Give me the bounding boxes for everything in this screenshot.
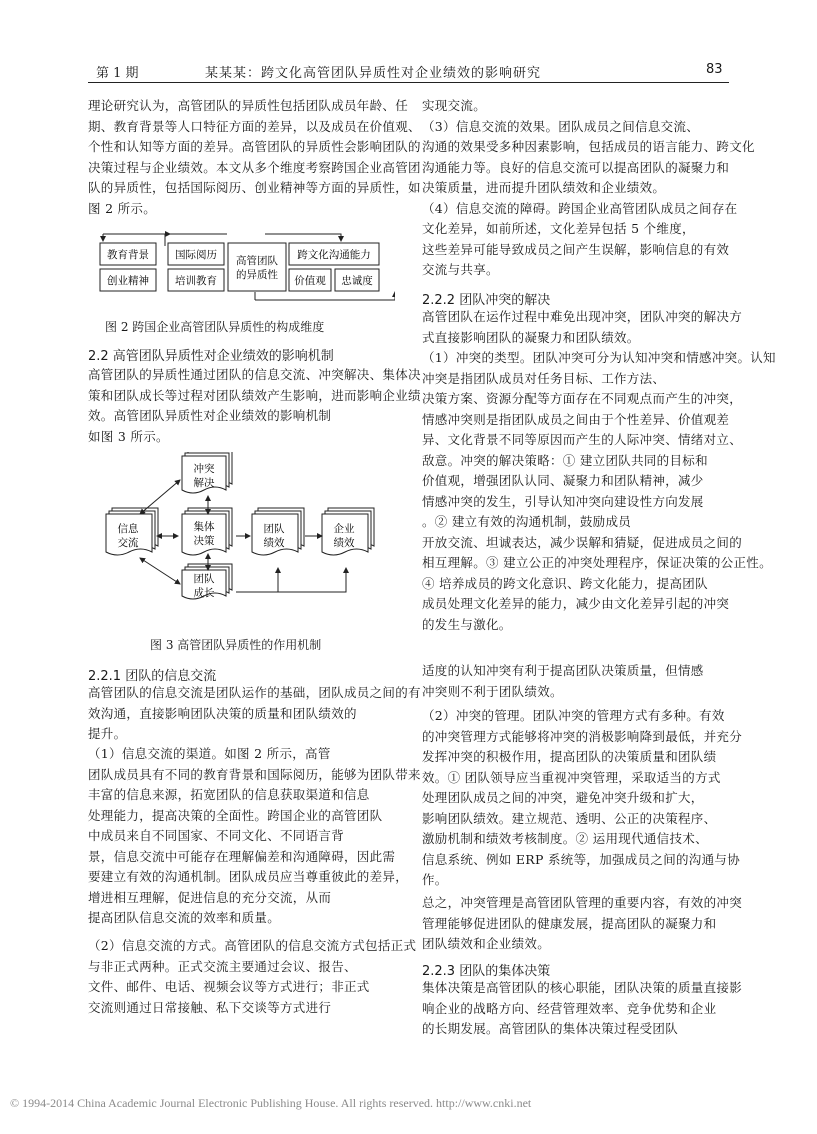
text-line: 影响团队绩效。建立规范、透明、公正的决策程序、 [422, 810, 717, 826]
fig2-box-loyalty: 忠诚度 [341, 275, 373, 287]
fig3-growth-l1: 团队 [193, 573, 215, 585]
fig2-box-values: 价值观 [294, 275, 326, 287]
text-line: 作。 [422, 872, 448, 887]
fig3-conflict-l2: 解决 [193, 477, 215, 489]
text-line: 情感冲突则是指团队成员之间由于个性差异、价值观差 [422, 411, 730, 427]
text-line: 如图 3 所示。 [88, 428, 169, 444]
text-line: 信息系统、例如 ERP 系统等，加强成员之间的沟通与协 [422, 851, 740, 867]
text-line: （1）冲突的类型。团队冲突可分为认知冲突和情感冲突。认知 [422, 350, 776, 365]
text-line: 理论研究认为，高管团队的异质性包括团队成员年龄、任 [88, 98, 409, 113]
copyright-footer: © 1994-2014 China Academic Journal Electronic Publishing House. All rights reserved. http://www.cnki.net [10, 1096, 532, 1110]
fig2-center-line2: 的异质性 [236, 269, 278, 281]
text-line: 处理团队成员之间的冲突，避免冲突升级和扩大， [422, 790, 704, 805]
text-line: 提升。 [88, 726, 127, 741]
text-line: 高管团队的异质性通过团队的信息交流、冲突解决、集体决 [88, 367, 421, 382]
text-line: 适度的认知冲突有利于提高团队决策质量，但情感 [422, 663, 704, 678]
text-line: 开放交流、坦诚表达，减少误解和猜疑，促进成员之间的 [422, 534, 743, 550]
fig3-firm-perf-l1: 企业 [333, 523, 355, 535]
section-2-2-3-title: 2.2.3 团队的集体决策 [422, 964, 551, 979]
text-line: ④ 培养成员的跨文化意识、跨文化能力，提高团队 [422, 575, 708, 591]
text-line: （2）冲突的管理。团队冲突的管理方式有多种。有效 [422, 708, 725, 723]
text-line: 实现交流。 [422, 98, 487, 113]
text-line: 沟通能力等。良好的信息交流可以提高团队的凝聚力和 [422, 159, 730, 175]
text-line: 景，信息交流中可能存在理解偏差和沟通障碍，因此需 [88, 848, 396, 864]
text-line: 图 2 所示。 [88, 200, 156, 216]
text-line: 交流则通过日常接触、私下交谈等方式进行 [88, 999, 332, 1015]
fig2-box-entrepreneurship: 创业精神 [107, 275, 149, 287]
text-line: 总之，冲突管理是高管团队管理的重要内容，有效的冲突 [422, 895, 743, 910]
text-line: 决策质量，进而提升团队绩效和企业绩效。 [422, 180, 666, 195]
text-line: 的发生与激化。 [422, 616, 512, 632]
text-line: 个性和认知等方面的差异。高管团队的异质性会影响团队的 [88, 139, 421, 154]
text-line: 冲突则不利于团队绩效。 [422, 683, 563, 699]
fig3-info-l2: 交流 [117, 537, 139, 549]
text-line: 高管团队的信息交流是团队运作的基础，团队成员之间的有 [88, 685, 421, 700]
fig2-center-line1: 高管团队 [236, 255, 278, 267]
section-2-2-1-title: 2.2.1 团队的信息交流 [88, 669, 217, 684]
text-line: 决策方案、资源分配等方面存在不同观点而产生的冲突， [422, 391, 743, 406]
text-line: （3）信息交流的效果。团队成员之间信息交流、 [422, 118, 700, 134]
text-line: 团队绩效和企业绩效。 [422, 936, 551, 951]
text-line: 效沟通，直接影响团队决策的质量和团队绩效的 [88, 705, 357, 721]
section-2-2-2-title: 2.2.2 团队冲突的解决 [422, 293, 551, 308]
text-line: 情感冲突的发生，引导认知冲突向建设性方向发展 [422, 493, 704, 509]
text-line: 效。① 团队领导应当重视冲突管理，采取适当的方式 [422, 769, 721, 785]
text-line: 式直接影响团队的凝聚力和团队绩效。 [422, 329, 640, 345]
fig3-team-perf-l1: 团队 [263, 523, 285, 535]
section-2-2-title: 2.2 高管团队异质性对企业绩效的影响机制 [88, 349, 334, 364]
text-line: 与非正式两种。正式交流主要通过会议、报告、 [88, 958, 357, 974]
header-rule [88, 82, 729, 83]
text-line: 文件、邮件、电话、视频会议等方式进行；非正式 [88, 979, 370, 994]
figure-2-diagram [95, 226, 395, 306]
text-line: 效。高管团队异质性对企业绩效的影响机制 [88, 408, 332, 423]
text-line: 团队成员具有不同的教育背景和国际阅历，能够为团队带来 [88, 766, 421, 782]
text-line: 期、教育背景等人口特征方面的差异，以及成员在价值观、 [88, 118, 421, 134]
text-line: 发挥冲突的积极作用，提高团队的决策质量和团队绩 [422, 749, 717, 764]
text-line: 队的异质性，包括国际阅历、创业精神等方面的异质性，如 [88, 180, 421, 195]
fig3-firm-perf-l2: 绩效 [333, 537, 355, 549]
text-line: 冲突是指团队成员对任务目标、工作方法、 [422, 370, 666, 386]
text-line: （2）信息交流的方式。高管团队的信息交流方式包括正式 [88, 938, 417, 953]
fig2-box-cross-cultural: 跨文化沟通能力 [297, 249, 371, 261]
fig3-team-perf-l2: 绩效 [263, 537, 285, 549]
text-line: 决策过程与企业绩效。本文从多个维度考察跨国企业高管团 [88, 159, 421, 175]
text-line: 丰富的信息来源，拓宽团队的信息获取渠道和信息 [88, 787, 370, 802]
text-line: 要建立有效的沟通机制。团队成员应当尊重彼此的差异， [88, 869, 409, 884]
text-line: 相互理解。③ 建立公正的冲突处理程序，保证决策的公正性。 [422, 555, 772, 570]
text-line: 。② 建立有效的沟通机制，鼓励成员 [422, 514, 632, 529]
text-line: 成员处理文化差异的能力，减少由文化差异引起的冲突 [422, 596, 730, 611]
text-line: 激励机制和绩效考核制度。② 运用现代通信技术、 [422, 831, 708, 846]
figure-2-caption: 图 2 跨国企业高管团队异质性的构成维度 [105, 320, 325, 334]
figure-3-caption: 图 3 高管团队异质性的作用机制 [150, 638, 322, 652]
issue-label: 第 1 期 [96, 66, 139, 81]
fig2-box-intl-experience: 国际阅历 [175, 249, 217, 261]
text-line: 策和团队成长等过程对团队绩效产生影响，进而影响企业绩 [88, 387, 421, 403]
page-number: 83 [706, 62, 723, 77]
text-line: 高管团队在运作过程中难免出现冲突，团队冲突的解决方 [422, 309, 743, 324]
fig2-box-education: 教育背景 [107, 249, 149, 261]
text-line: 沟通的效果受多种因素影响，包括成员的语言能力、跨文化 [422, 139, 755, 154]
text-line: 增进相互理解，促进信息的充分交流，从而 [88, 889, 332, 905]
fig3-conflict-l1: 冲突 [193, 463, 215, 475]
fig2-box-training: 培训教育 [175, 275, 217, 287]
text-line: 价值观，增强团队认同、凝聚力和团队精神，减少 [422, 473, 704, 488]
text-line: 集体决策是高管团队的核心职能，团队决策的质量直接影 [422, 980, 743, 995]
text-line: 异、文化背景不同等原因而产生的人际冲突、情绪对立、 [422, 432, 743, 447]
fig3-decision-l2: 决策 [193, 535, 215, 547]
text-line: 的长期发展。高管团队的集体决策过程受团队 [422, 1021, 679, 1036]
figure-3-diagram [100, 452, 390, 602]
text-line: （4）信息交流的障碍。跨国企业高管团队成员之间存在 [422, 200, 738, 216]
text-line: 交流与共享。 [422, 262, 499, 277]
text-line: 管理能够促进团队的健康发展，提高团队的凝聚力和 [422, 915, 717, 931]
text-line: 中成员来自不同国家、不同文化、不同语言背 [88, 828, 345, 843]
text-line: （1）信息交流的渠道。如图 2 所示，高管 [88, 746, 331, 761]
text-line: 敌意。冲突的解决策略：① 建立团队共同的目标和 [422, 452, 708, 468]
fig3-decision-l1: 集体 [193, 521, 215, 533]
text-line: 处理能力，提高决策的全面性。跨国企业的高管团队 [88, 807, 383, 823]
text-line: 的冲突管理方式能够将冲突的消极影响降到最低，并充分 [422, 728, 743, 744]
text-line: 提高团队信息交流的效率和质量。 [88, 910, 281, 925]
text-line: 这些差异可能导致成员之间产生误解，影响信息的有效 [422, 241, 730, 257]
fig3-info-l1: 信息 [117, 523, 139, 535]
fig3-growth-l2: 成长 [193, 587, 215, 599]
text-line: 文化差异，如前所述，文化差异包括 5 个维度， [422, 221, 695, 236]
running-title: 某某某：跨文化高管团队异质性对企业绩效的影响研究 [205, 66, 542, 81]
text-line: 响企业的战略方向、经营管理效率、竞争优势和企业 [422, 1000, 717, 1016]
